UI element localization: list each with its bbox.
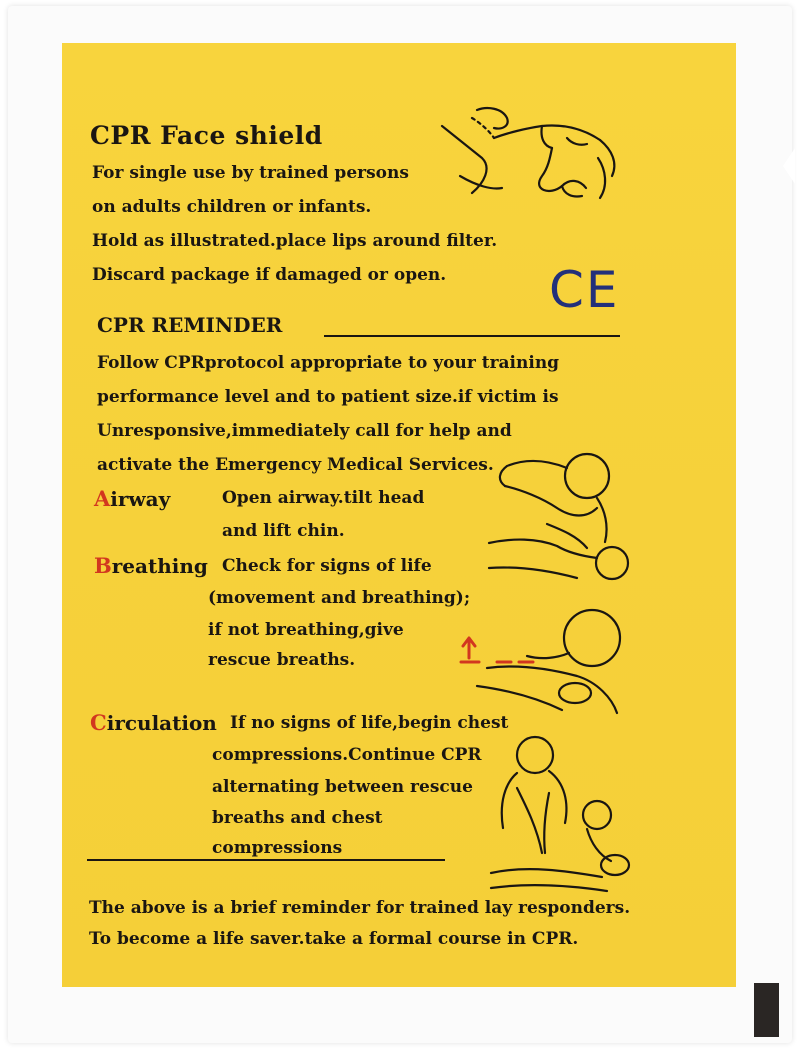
reminder-line-1: Follow CPRprotocol appropriate to your training (97, 353, 560, 373)
airway-rest: irway (110, 487, 171, 511)
breathing-rest: reathing (111, 554, 208, 578)
airway-illustration (487, 438, 632, 583)
product-title: CPR Face shield (90, 121, 323, 150)
airway-heading (94, 486, 170, 511)
usage-line-2: on adults children or infants. (92, 197, 372, 217)
circulation-heading (90, 710, 217, 735)
section-rule (87, 859, 445, 861)
usage-line-4: Discard package if damaged or open. (92, 265, 447, 285)
breathing-heading (94, 553, 208, 578)
breathing-line-4: rescue breaths. (208, 650, 356, 670)
circulation-initial: C (90, 710, 107, 735)
lot-code-strip (754, 983, 779, 1037)
circulation-line-3: alternating between rescue (212, 777, 473, 797)
heading-rule (324, 335, 620, 337)
airway-initial: A (94, 486, 111, 511)
reminder-line-4: activate the Emergency Medical Services. (97, 455, 494, 475)
reminder-line-3: Unresponsive,immediately call for help and (97, 421, 512, 441)
usage-line-3: Hold as illustrated.place lips around filter. (92, 231, 498, 251)
footer-line-2: To become a life saver.take a formal course in CPR. (89, 929, 579, 949)
circulation-line-2: compressions.Continue CPR (212, 745, 482, 765)
breathing-line-1: Check for signs of life (222, 556, 432, 576)
airway-line-2: and lift chin. (222, 521, 345, 541)
breathing-line-3: if not breathing,give (208, 620, 404, 640)
face-shield-use-illustration (432, 98, 632, 208)
breathing-initial: B (94, 553, 112, 578)
circulation-line-1: If no signs of life,begin chest (230, 713, 509, 733)
usage-line-1: For single use by trained persons (92, 163, 409, 183)
circulation-illustration (487, 733, 637, 893)
circulation-line-5: compressions (212, 838, 343, 858)
circulation-rest: irculation (106, 711, 217, 735)
airway-line-1: Open airway.tilt head (222, 488, 425, 508)
footer-line-1: The above is a brief reminder for trained lay responders. (89, 898, 631, 918)
breathing-line-2: (movement and breathing); (208, 588, 471, 608)
instruction-label (62, 43, 736, 987)
reminder-heading: CPR REMINDER (97, 313, 283, 337)
breathing-illustration (457, 598, 632, 718)
reminder-line-2: performance level and to patient size.if victim is (97, 387, 559, 407)
ce-mark: CE (549, 261, 620, 319)
circulation-line-4: breaths and chest (212, 808, 383, 828)
